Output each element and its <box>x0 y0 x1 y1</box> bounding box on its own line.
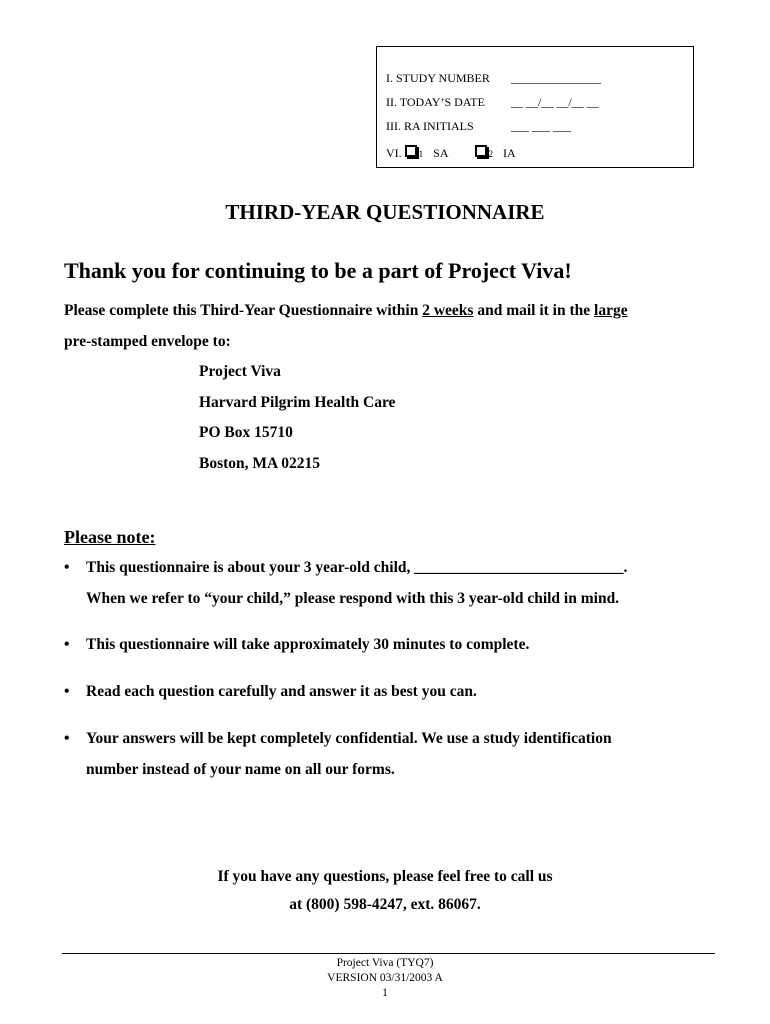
ia-option-number: 2 <box>488 149 494 159</box>
address-line-2: Harvard Pilgrim Health Care <box>199 394 396 411</box>
sa-option-number: 1 <box>418 149 424 159</box>
contact-line-1: If you have any questions, please feel free to call us <box>217 868 553 885</box>
study-number-row <box>386 71 601 86</box>
bullet-icon: • <box>64 636 70 653</box>
ra-initials-label: III. RA INITIALS <box>386 119 474 133</box>
note-heading: Please note: <box>64 527 156 547</box>
sa-checkbox[interactable] <box>405 145 417 157</box>
bullet-icon: • <box>64 730 70 747</box>
address-line-1: Project Viva <box>199 363 281 380</box>
study-number-label: I. STUDY NUMBER <box>386 71 490 85</box>
bullet-icon: • <box>64 683 70 700</box>
admin-box <box>376 46 694 168</box>
address-line-3: PO Box 15710 <box>199 424 293 441</box>
page-title: THIRD-YEAR QUESTIONNAIRE <box>225 200 545 224</box>
vi-row <box>386 145 516 161</box>
headline: Thank you for continuing to be a part of Project Viva! <box>64 258 572 283</box>
bullet-icon: • <box>64 559 70 576</box>
ra-initials-field[interactable]: ___ ___ ___ <box>511 119 571 133</box>
intro-line-2: pre-stamped envelope to: <box>64 333 231 350</box>
bullet-1-line-1: This questionnaire is about your 3 year-old child, ___________________________. <box>86 559 628 576</box>
bullet-4-line-2: number instead of your name on all our forms. <box>86 761 395 778</box>
contact-line-2: at (800) 598-4247, ext. 86067. <box>289 896 481 913</box>
todays-date-field[interactable]: __ __/__ __/__ __ <box>511 95 599 109</box>
vi-label: VI. <box>386 146 402 160</box>
study-number-field[interactable]: _______________ <box>511 71 601 85</box>
bullet-2-text: This questionnaire will take approximately 30 minutes to complete. <box>86 636 530 653</box>
intro-text-2: and mail it in the <box>473 302 595 319</box>
footer-divider <box>62 953 715 954</box>
address-line-4: Boston, MA 02215 <box>199 455 320 472</box>
intro-line-1 <box>64 302 628 320</box>
ia-checkbox[interactable] <box>475 145 487 157</box>
intro-large: large <box>594 302 628 319</box>
bullet-1-line-2: When we refer to “your child,” please respond with this 3 year-old child in mind. <box>86 590 620 607</box>
intro-text-1: Please complete this Third-Year Questionnaire within <box>64 302 423 319</box>
bullet-4-line-1: Your answers will be kept completely confidential. We use a study identification <box>86 730 612 747</box>
todays-date-row <box>386 95 599 110</box>
ra-initials-row <box>386 119 571 134</box>
todays-date-label: II. TODAY’S DATE <box>386 95 485 109</box>
ia-option-label: IA <box>503 146 516 160</box>
footer-line-1: Project Viva (TYQ7) <box>336 957 434 969</box>
page-number: 1 <box>382 987 388 999</box>
sa-option-label: SA <box>433 146 449 160</box>
intro-weeks: 2 weeks <box>422 302 474 319</box>
bullet-3-text: Read each question carefully and answer it as best you can. <box>86 683 477 700</box>
footer-line-2: VERSION 03/31/2003 A <box>327 972 443 984</box>
